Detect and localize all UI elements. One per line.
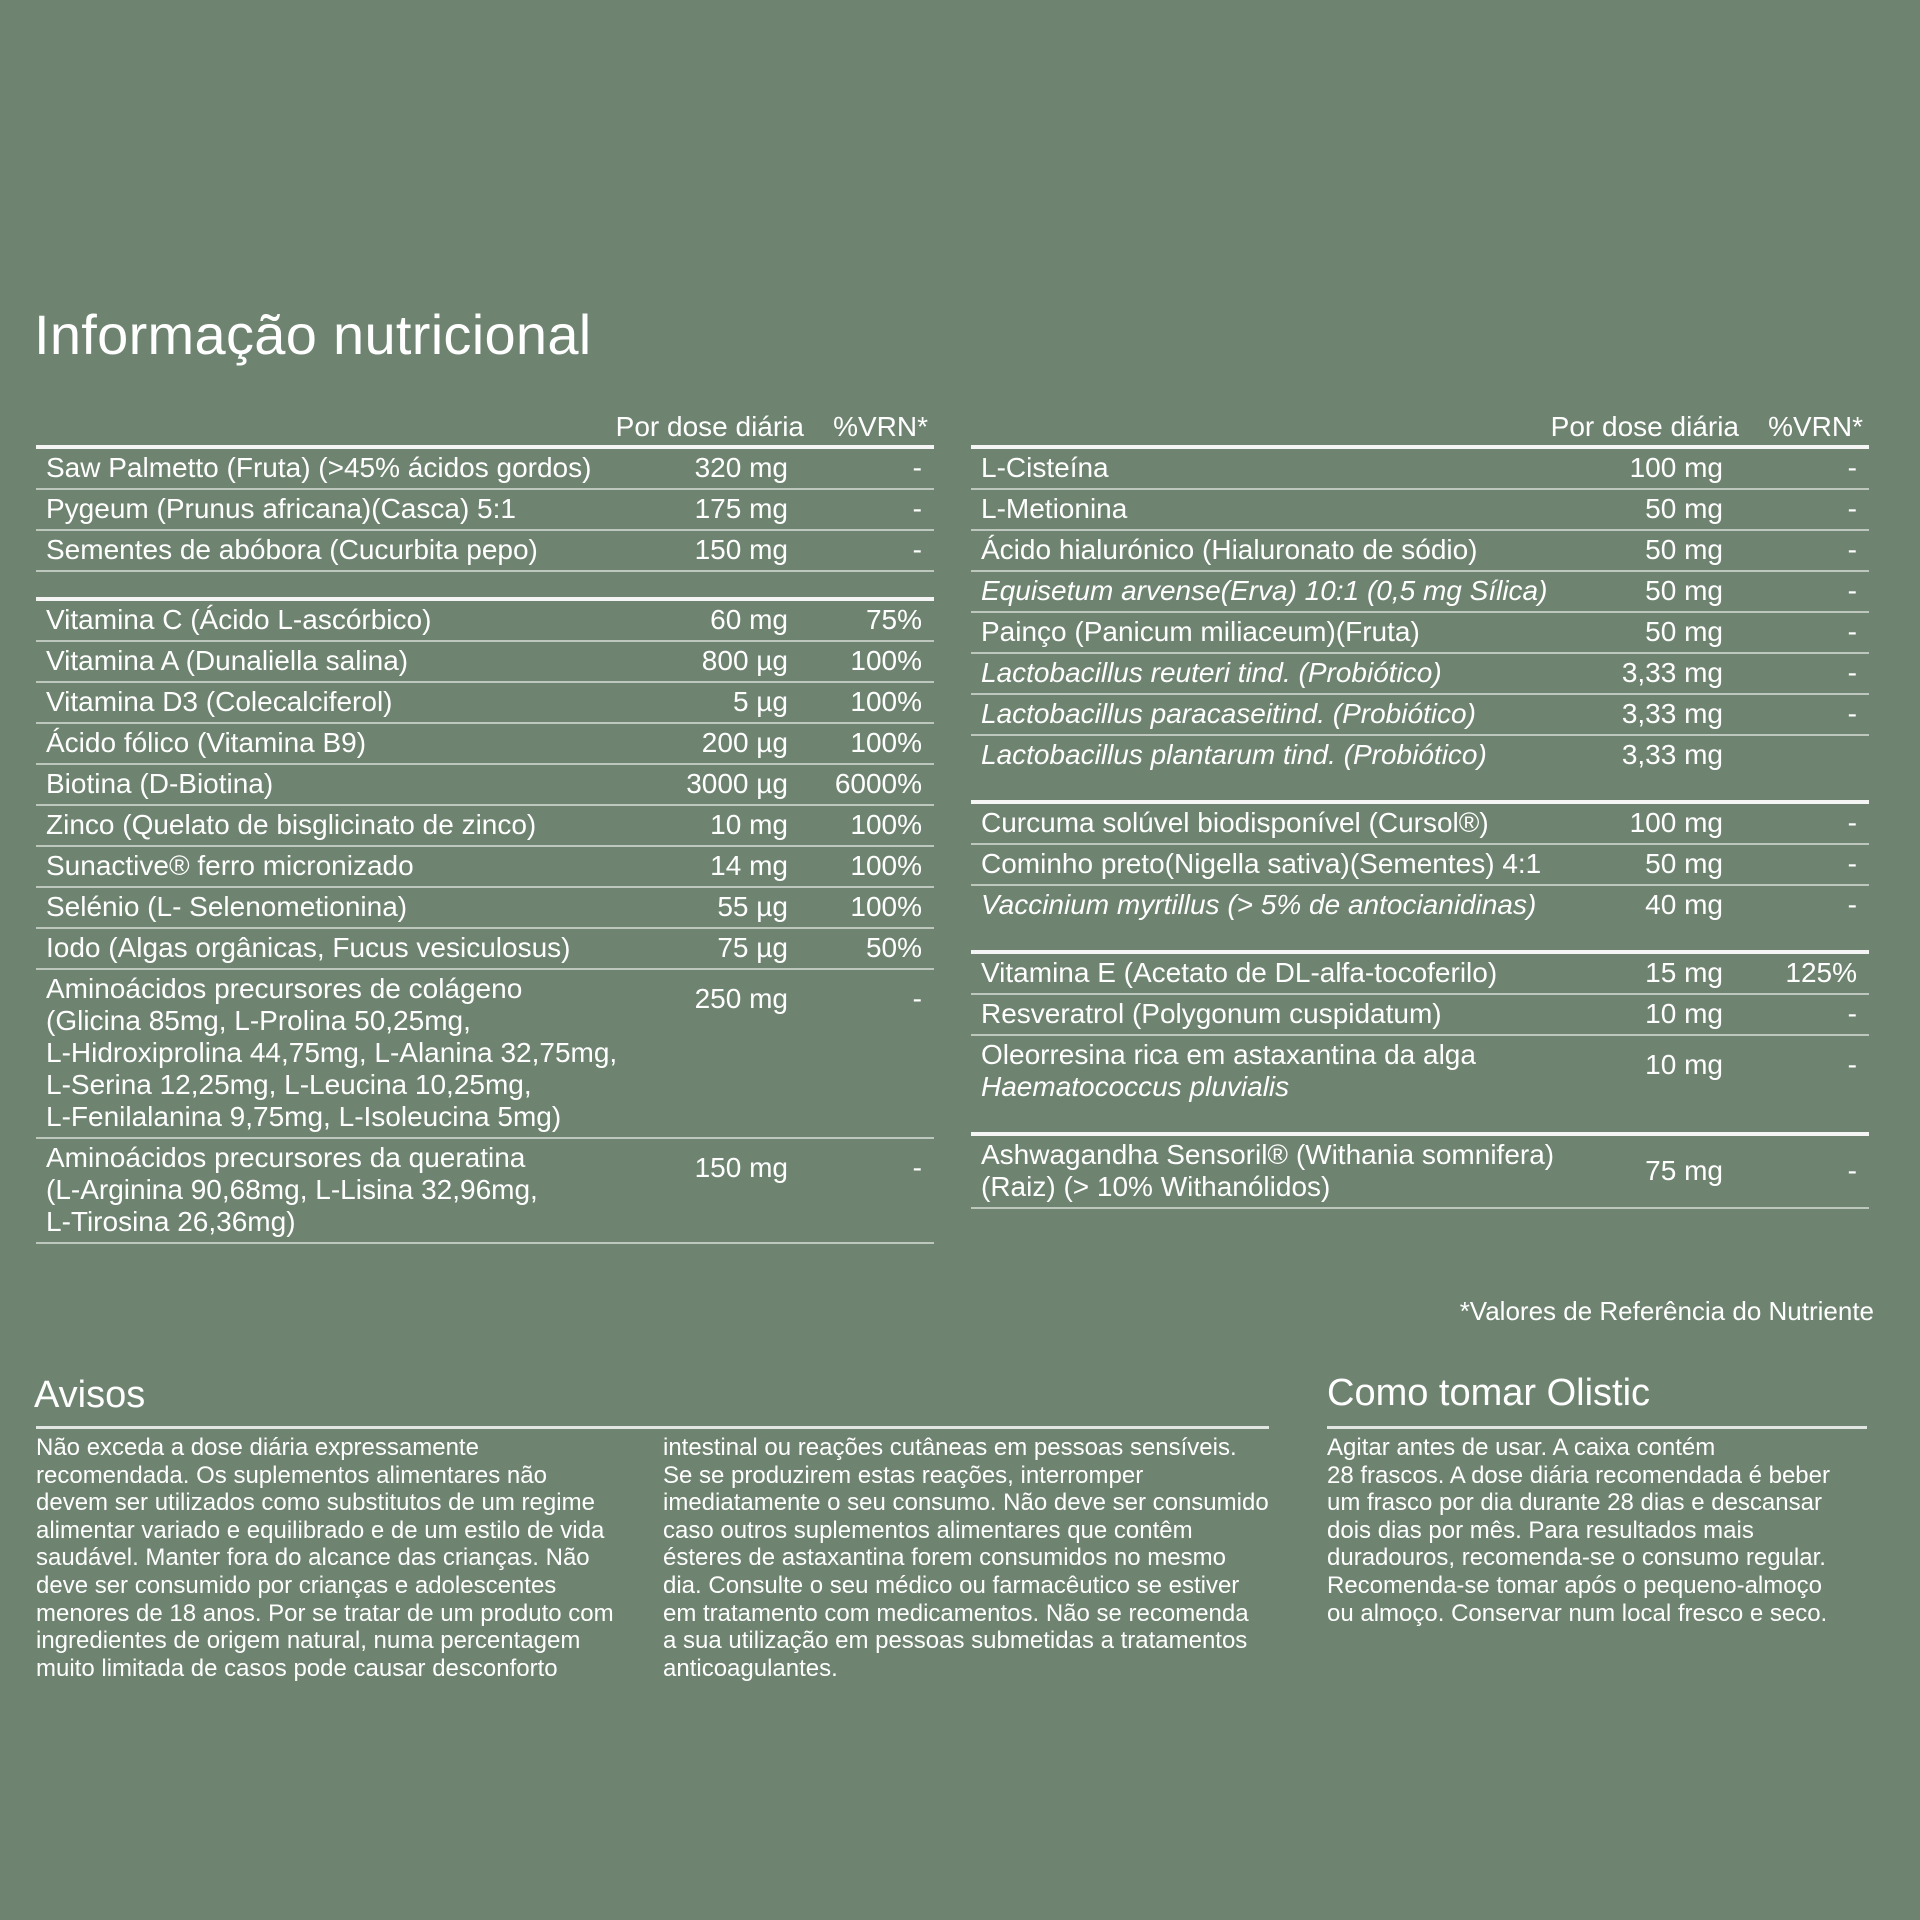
nutrient-row (36, 724, 934, 765)
nutrient-vrn: - (912, 452, 922, 483)
left-table-header (36, 405, 934, 445)
nutrient-row (36, 929, 934, 970)
nutrient-vrn: 100% (850, 727, 922, 758)
nutrient-name (36, 534, 638, 566)
nutrient-vrn: 6000% (834, 768, 922, 799)
nutrient-name-text: Lactobacillus paracaseitind. (Probiótico) (981, 698, 1476, 729)
nutrient-row (971, 449, 1869, 490)
nutrient-name (36, 645, 638, 677)
nutrient-vrn: 75% (865, 604, 922, 635)
nutrient-name-text: Ácido fólico (Vitamina B9) (46, 727, 367, 758)
nutrient-name-text: Sementes de abóbora (Cucurbita pepo) (46, 534, 538, 565)
nutrient-name-text: Oleorresina rica em astaxantina da alga (981, 1039, 1476, 1070)
nutrient-name-text: Vitamina E (Acetato de DL-alfa-tocoferilo) (981, 957, 1498, 988)
nutrient-name (971, 616, 1573, 648)
nutrient-name-text: Painço (Panicum miliaceum)(Fruta) (981, 616, 1420, 647)
nutrient-row (36, 765, 934, 806)
nutrient-name (971, 698, 1573, 730)
nutrient-amount: 3,33 mg (1621, 698, 1723, 729)
nutrient-row (971, 954, 1869, 995)
nutrient-name (36, 850, 638, 882)
nutrient-amount: 100 mg (1629, 452, 1723, 483)
nutrient-amount: 3000 µg (686, 768, 788, 799)
nutrient-row (971, 886, 1869, 925)
nutrient-name (36, 809, 638, 841)
nutrient-name (36, 493, 638, 525)
nutrient-name-text: Ácido hialurónico (Hialuronato de sódio) (981, 534, 1478, 565)
nutrient-name-text: Zinco (Quelato de bisglicinato de zinco) (46, 809, 537, 840)
nutrient-name-text: Saw Palmetto (Fruta) (>45% ácidos gordos) (46, 452, 592, 483)
nutrient-name (971, 493, 1573, 525)
nutrient-group (971, 800, 1869, 925)
nutrient-row (36, 1139, 934, 1244)
nutrient-name-text: Resveratrol (Polygonum cuspidatum) (981, 998, 1442, 1029)
nutrient-name (971, 998, 1573, 1030)
nutrient-amount: 250 mg (694, 983, 788, 1014)
nutrient-amount: 200 µg (701, 727, 788, 758)
nutrient-vrn: 100% (850, 645, 922, 676)
right-nutrition-table (971, 405, 1869, 1209)
nutrient-row (971, 845, 1869, 886)
dose-column-header: Por dose diária (615, 411, 804, 442)
nutrient-name-text: Aminoácidos precursores de colágeno (Glicina 85mg, L-Prolina 50,25mg, L-Hidroxiprolina 44,75mg, L-Alanina 32,75mg, L-Serina 12,25mg, L-Leucina 10,25mg, L-Fenilalanina 9,75mg, L-Isoleucina 5mg) (46, 973, 618, 1132)
nutrient-row (36, 449, 934, 490)
nutrient-group (971, 950, 1869, 1107)
nutrient-name (971, 575, 1573, 607)
nutrient-name (36, 768, 638, 800)
nutrient-amount: 50 mg (1645, 848, 1723, 879)
nutrient-name-text-italic: Haematococcus pluvialis (981, 1071, 1290, 1102)
nutrient-name (36, 452, 638, 484)
dose-column-header: Por dose diária (1550, 411, 1739, 442)
nutrient-amount: 150 mg (694, 1152, 788, 1183)
nutrient-vrn: - (1847, 575, 1857, 606)
nutrient-amount: 3,33 mg (1621, 657, 1723, 688)
nutrient-vrn: 125% (1785, 957, 1857, 988)
nutrient-vrn: - (1847, 657, 1857, 688)
nutrient-row (971, 804, 1869, 845)
nutrient-vrn: - (1847, 1155, 1857, 1186)
nutrient-amount: 5 µg (732, 686, 788, 717)
nutrient-name-text: Vitamina C (Ácido L-ascórbico) (46, 604, 432, 635)
nutrient-amount: 50 mg (1645, 616, 1723, 647)
nutrient-name-text: Equisetum arvense(Erva) 10:1 (0,5 mg Sílica) (981, 575, 1548, 606)
nutrient-row (971, 572, 1869, 613)
nutrient-row (36, 490, 934, 531)
nutrient-amount: 320 mg (694, 452, 788, 483)
nutrient-row (36, 806, 934, 847)
nutrient-amount: 50 mg (1645, 493, 1723, 524)
warnings-divider (36, 1426, 1269, 1429)
nutrient-name-text: L-Cisteína (981, 452, 1109, 483)
nutrient-vrn: - (912, 1152, 922, 1183)
page-title: Informação nutricional (34, 303, 592, 366)
how-to-take-divider (1327, 1426, 1867, 1429)
nutrient-row (36, 683, 934, 724)
nutrient-group (971, 1132, 1869, 1209)
nutrient-amount: 10 mg (710, 809, 788, 840)
nutrient-amount: 55 µg (717, 891, 788, 922)
nutrient-amount: 50 mg (1645, 575, 1723, 606)
nutrient-vrn: - (1847, 616, 1857, 647)
nutrient-name-text: Vitamina A (Dunaliella salina) (46, 645, 409, 676)
warnings-text-col2: intestinal ou reações cutâneas em pessoas sensíveis. Se se produzirem estas reações, interromper imediatamente o seu consumo. Não deve ser consumido caso outros suplementos alimentares que contêm ésteres de astaxantina forem consumidos no mesmo dia. Consulte o seu médico ou farmacêutico se estiver em tratamento com medicamentos. Não se recomenda a sua utilização em pessoas submetidas a tratamentos anticoagulantes. (663, 1434, 1269, 1682)
vrn-column-header: %VRN* (1768, 411, 1863, 442)
right-table-header (971, 405, 1869, 445)
nutrient-vrn: - (1847, 807, 1857, 838)
nutrient-amount: 75 mg (1645, 1155, 1723, 1186)
nutrient-group (36, 445, 934, 572)
nutrient-amount: 75 µg (717, 932, 788, 963)
nutrient-row (971, 995, 1869, 1036)
nutrient-amount: 100 mg (1629, 807, 1723, 838)
nutrient-vrn: 100% (850, 891, 922, 922)
nutrient-name (36, 686, 638, 718)
nutrient-amount: 40 mg (1645, 889, 1723, 920)
nutrient-vrn: - (1847, 1049, 1857, 1080)
nutrient-vrn: 100% (850, 686, 922, 717)
nutrient-amount: 150 mg (694, 534, 788, 565)
nutrient-amount: 50 mg (1645, 534, 1723, 565)
nutrient-name (36, 727, 638, 759)
nutrient-amount: 60 mg (710, 604, 788, 635)
nutrient-vrn: - (912, 534, 922, 565)
nutrient-name (36, 604, 638, 636)
nutrient-name-text: Selénio (L- Selenometionina) (46, 891, 408, 922)
nutrient-name-text: Aminoácidos precursores da queratina (L-Arginina 90,68mg, L-Lisina 32,96mg, L-Tirosina 26,36mg) (46, 1142, 538, 1237)
nutrient-name (971, 807, 1573, 839)
nutrient-name (971, 889, 1573, 921)
nutrient-row (971, 1036, 1869, 1107)
nutrient-name-text: Cominho preto(Nigella sativa)(Sementes) 4:1 (981, 848, 1542, 879)
nutrient-name (36, 1142, 638, 1238)
nutrient-group (971, 445, 1869, 775)
nutrient-vrn: - (1847, 998, 1857, 1029)
warnings-text-col1: Não exceda a dose diária expressamente recomendada. Os suplementos alimentares não devem ser utilizados como substitutos de um regime alimentar variado e equilibrado e de um estilo de vida saudável. Manter fora do alcance das crianças. Não deve ser consumido por crianças e adolescentes menores de 18 anos. Por se tratar de um produto com ingredientes de origem natural, numa percentagem muito limitada de casos pode causar desconforto (36, 1434, 614, 1682)
how-to-take-text: Agitar antes de usar. A caixa contém 28 frascos. A dose diária recomendada é beber um frasco por dia durante 28 dias e descansar dois dias por mês. Para resultados mais duradouros, recomenda-se o consumo regular. Recomenda-se tomar após o pequeno-almoço ou almoço. Conservar num local fresco e seco. (1327, 1434, 1830, 1627)
nutrient-vrn: 100% (850, 850, 922, 881)
nutrient-name (971, 1039, 1573, 1103)
nutrient-amount: 3,33 mg (1621, 739, 1723, 770)
nutrient-name-text: L-Metionina (981, 493, 1128, 524)
nutrient-amount: 175 mg (694, 493, 788, 524)
nutrient-name-text: Lactobacillus reuteri tind. (Probiótico) (981, 657, 1442, 688)
nutrient-row (36, 531, 934, 572)
nutrient-name (36, 932, 638, 964)
nutrient-amount: 15 mg (1645, 957, 1723, 988)
nutrient-row (36, 888, 934, 929)
nutrient-vrn: - (912, 493, 922, 524)
nutrient-name (36, 891, 638, 923)
nutrient-row (971, 531, 1869, 572)
nutrient-vrn: 100% (850, 809, 922, 840)
warnings-heading: Avisos (34, 1374, 146, 1416)
nutrient-row (971, 490, 1869, 531)
nutrient-vrn: 50% (865, 932, 922, 963)
nutrient-row (971, 613, 1869, 654)
nutrient-row (971, 695, 1869, 736)
nutrient-name-text: Ashwagandha Sensoril® (Withania somnifera) (Raiz) (> 10% Withanólidos) (981, 1139, 1555, 1202)
nutrient-row (36, 970, 934, 1139)
nutrient-amount: 14 mg (710, 850, 788, 881)
nutrient-vrn: - (1847, 534, 1857, 565)
nutrient-vrn: - (1847, 493, 1857, 524)
nutrient-row (36, 601, 934, 642)
nutrient-name (36, 973, 638, 1133)
nutrient-name (971, 1139, 1573, 1203)
nutrient-name (971, 452, 1573, 484)
nutrient-name (971, 848, 1573, 880)
nutrient-name-text: Biotina (D-Biotina) (46, 768, 274, 799)
nutrient-name (971, 739, 1573, 771)
vrn-footnote: *Valores de Referência do Nutriente (1459, 1296, 1874, 1326)
nutrient-name (971, 534, 1573, 566)
nutrient-name-text: Curcuma solúvel biodisponível (Cursol®) (981, 807, 1489, 838)
nutrient-vrn: - (1847, 848, 1857, 879)
left-nutrition-table (36, 405, 934, 1244)
nutrient-name-text: Pygeum (Prunus africana)(Casca) 5:1 (46, 493, 516, 524)
nutrient-row (36, 847, 934, 888)
nutrient-name (971, 657, 1573, 689)
nutrient-name-text: Vitamina D3 (Colecalciferol) (46, 686, 393, 717)
nutrient-name-text: Iodo (Algas orgânicas, Fucus vesiculosus) (46, 932, 571, 963)
nutrient-row (971, 654, 1869, 695)
nutrient-vrn: - (1847, 889, 1857, 920)
nutrient-group (36, 597, 934, 1244)
how-to-take-heading: Como tomar Olistic (1327, 1372, 1651, 1414)
nutrient-row (971, 1136, 1869, 1209)
nutrient-name-text: Sunactive® ferro micronizado (46, 850, 414, 881)
nutrient-amount: 800 µg (701, 645, 788, 676)
nutrient-row (36, 642, 934, 683)
nutrient-vrn: - (1847, 452, 1857, 483)
nutrient-vrn: - (1847, 698, 1857, 729)
nutrient-row (971, 736, 1869, 775)
vrn-column-header: %VRN* (833, 411, 928, 442)
nutrient-name-text: Vaccinium myrtillus (> 5% de antocianidinas) (981, 889, 1537, 920)
nutrient-name-text: Lactobacillus plantarum tind. (Probiótico) (981, 739, 1487, 770)
nutrient-amount: 10 mg (1645, 1049, 1723, 1080)
nutrient-amount: 10 mg (1645, 998, 1723, 1029)
nutrient-name (971, 957, 1573, 989)
nutrient-vrn: - (912, 983, 922, 1014)
